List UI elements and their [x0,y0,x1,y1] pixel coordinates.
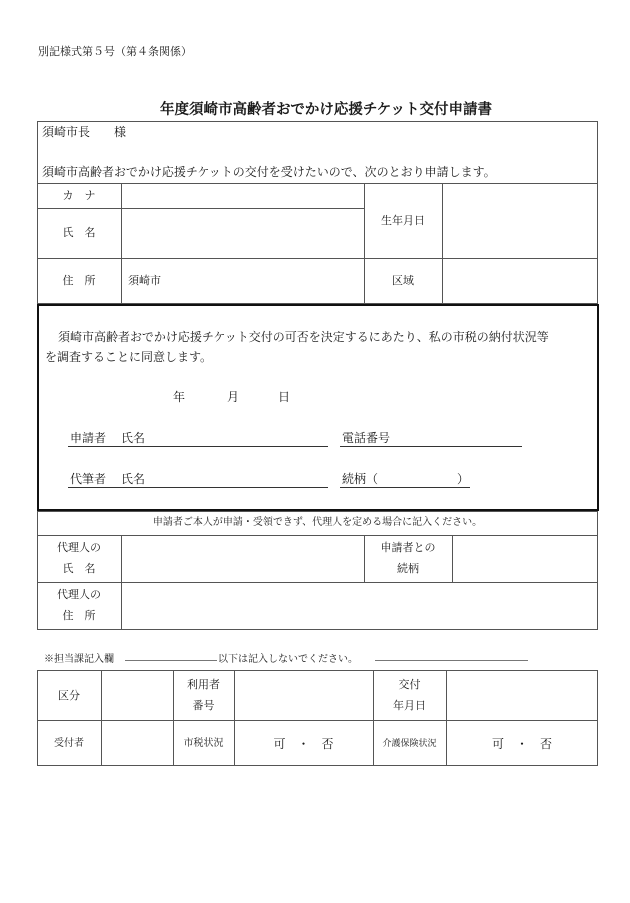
office-header-label: ※担当課記入欄 [44,654,114,665]
proxy-address-field[interactable] [122,583,597,629]
proxy-relation-label-1: 申請者との [380,541,436,554]
addressee: 須崎市長 様 [42,125,127,139]
kana-field[interactable] [122,184,363,207]
tax-status-label: 市税状況 [183,738,224,749]
relation-close: ） [457,472,470,486]
proxy-address-label-1: 代理人の [57,588,101,601]
proxy-address-label-2: 住 所 [62,609,96,622]
proxy-relation-field[interactable] [453,536,597,581]
kana-label: カ ナ [62,189,96,202]
tax-status-value: 可 ・ 否 [273,737,334,751]
applicant-name-label: 氏名 [121,431,146,445]
birth-date-field[interactable] [443,184,597,257]
care-insurance-label: 介護保険状況 [382,739,437,749]
proxy-writer-name-line[interactable] [68,487,328,488]
proxy-note: 申請者ご本人が申請・受領できず、代理人を定める場合に記入ください。 [152,517,483,528]
issue-date-label-2: 年月日 [393,699,426,712]
office-table [37,670,598,766]
form-reference: 別記様式第５号（第４条関係） [38,45,192,58]
date-year-label: 年 [173,390,186,404]
proxy-name-label-2: 氏 名 [62,562,96,575]
applicant-name-line[interactable] [68,446,328,447]
name-label: 氏 名 [62,226,96,239]
office-header-note: 以下は記入しないでください。 [218,654,358,665]
address-prefix: 須崎市 [128,274,161,287]
date-month-label: 月 [227,390,240,404]
form-title: 年度須崎市高齢者おでかけ応援チケット交付申請書 [160,101,493,118]
consent-text-line2: を調査することに同意します。 [45,350,213,364]
user-number-label-2: 番号 [192,699,215,712]
birth-date-label: 生年月日 [381,214,425,227]
proxy-writer-label: 代筆者 [70,472,107,486]
address-field[interactable] [170,259,363,303]
office-header-rule-right [375,660,528,661]
relation-line[interactable] [340,487,470,488]
receiver-label: 受付者 [54,738,84,749]
name-field[interactable] [122,209,363,257]
category-label: 区分 [58,689,80,702]
user-number-label-1: 利用者 [187,678,220,691]
date-day-label: 日 [278,390,291,404]
issue-date-label-1: 交付 [398,678,421,691]
relation-label: 続柄（ [342,472,379,486]
phone-line[interactable] [340,446,522,447]
intro-text: 須崎市高齢者おでかけ応援チケットの交付を受けたいので、次のとおり申請します。 [42,165,496,179]
phone-label: 電話番号 [342,431,391,445]
district-label: 区域 [392,274,414,287]
proxy-name-label-1: 代理人の [57,541,101,554]
consent-text-line1: 須崎市高齢者おでかけ応援チケット交付の可否を決定するにあたり、私の市税の納付状況等 [58,330,549,344]
address-label: 住 所 [62,274,96,287]
proxy-name-field[interactable] [122,536,363,581]
proxy-writer-name-label: 氏名 [121,472,146,486]
applicant-label: 申請者 [70,431,107,445]
care-insurance-value: 可 ・ 否 [491,737,552,751]
proxy-relation-label-2: 続柄 [397,562,419,575]
district-field[interactable] [443,259,597,303]
office-header-rule-left [125,660,217,661]
